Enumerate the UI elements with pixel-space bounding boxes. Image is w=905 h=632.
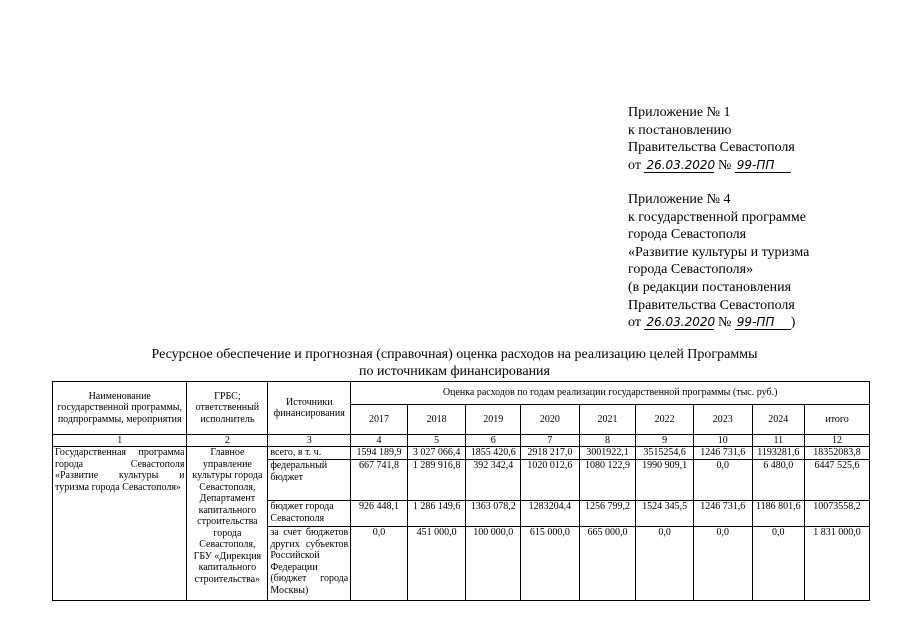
- value-cell: 100 000,0: [466, 527, 521, 601]
- value-cell: 1594 189,9: [351, 447, 408, 460]
- appendix-4-line2: к государственной программе: [628, 209, 806, 225]
- appendix-4-date-line: [628, 314, 809, 332]
- header-sources: Источники финансирования: [268, 382, 351, 435]
- value-cell: 1 831 000,0: [805, 527, 870, 601]
- column-index: 7: [521, 435, 580, 447]
- appendix-1-date-line: [628, 157, 795, 175]
- value-cell: 667 741,8: [351, 460, 408, 501]
- from-label: от: [628, 157, 641, 173]
- handwritten-number: 99-ПП: [735, 315, 791, 330]
- header-total: итого: [805, 405, 870, 435]
- value-cell: 665 000,0: [579, 527, 636, 601]
- header-year: 2024: [752, 405, 805, 435]
- value-cell: 3001922,1: [579, 447, 636, 460]
- value-cell: 0,0: [693, 527, 752, 601]
- table-row: [53, 447, 870, 460]
- value-cell: 1363 078,2: [466, 501, 521, 527]
- program-name-cell: Государственная программа города Севастополя «Развитие культуры и туризма города Севастополя»: [53, 447, 187, 601]
- appendix-4-block: [628, 191, 809, 332]
- value-cell: 1020 012,6: [521, 460, 580, 501]
- handwritten-date: 26.03.2020: [646, 315, 716, 330]
- header-year: 2018: [407, 405, 466, 435]
- value-cell: 6 480,0: [752, 460, 805, 501]
- value-cell: 1855 420,6: [466, 447, 521, 460]
- document-subtitle: по источникам финансирования: [359, 364, 550, 379]
- handwritten-number: 99-ПП: [735, 158, 791, 173]
- appendix-4-line7: Правительства Севастополя: [628, 297, 795, 313]
- column-index: 6: [466, 435, 521, 447]
- value-cell: 1990 909,1: [636, 460, 694, 501]
- value-cell: 0,0: [351, 527, 408, 601]
- source-cell: за счет бюджетов других субъектов Российской Федерации (бюджет города Москвы): [268, 527, 351, 601]
- appendix-1-title: Приложение № 1: [628, 105, 731, 120]
- header-estimate: Оценка расходов по годам реализации государственной программы (тыс. руб.): [351, 382, 870, 405]
- value-cell: 1256 799,2: [579, 501, 636, 527]
- appendix-1-line3: Правительства Севастополя: [628, 140, 795, 156]
- header-year: 2020: [521, 405, 580, 435]
- executor-cell: Главное управление культуры города Севастополя, Департамент капитального строительства города Севастополя, ГБУ «Дирекция капитального строительства»: [187, 447, 268, 601]
- header-name: Наименование государственной программы, подпрограммы, мероприятия: [53, 382, 187, 435]
- value-cell: 615 000,0: [521, 527, 580, 601]
- value-cell: 3 027 066,4: [407, 447, 466, 460]
- value-cell: 18352083,8: [805, 447, 870, 460]
- appendix-4-line6: (в редакции постановления: [628, 279, 792, 295]
- header-year: 2019: [466, 405, 521, 435]
- source-cell: федеральный бюджет: [268, 460, 351, 501]
- header-year: 2017: [351, 405, 408, 435]
- value-cell: 0,0: [636, 527, 694, 601]
- value-cell: 1283204,4: [521, 501, 580, 527]
- value-cell: 2918 217,0: [521, 447, 580, 460]
- column-index: 10: [693, 435, 752, 447]
- from-label: от: [628, 315, 641, 331]
- value-cell: 1186 801,6: [752, 501, 805, 527]
- value-cell: 451 000,0: [407, 527, 466, 601]
- value-cell: 1524 345,5: [636, 501, 694, 527]
- value-cell: 1080 122,9: [579, 460, 636, 501]
- value-cell: 392 342,4: [466, 460, 521, 501]
- column-index: 5: [407, 435, 466, 447]
- column-index: 3: [268, 435, 351, 447]
- column-index: 9: [636, 435, 694, 447]
- value-cell: 1246 731,6: [693, 501, 752, 527]
- value-cell: 1 289 916,8: [407, 460, 466, 501]
- number-sign: №: [717, 157, 732, 173]
- header-year: 2023: [693, 405, 752, 435]
- appendix-4-title: Приложение № 4: [628, 192, 731, 207]
- header-grbs: ГРБС; ответственный исполнитель: [187, 382, 268, 435]
- appendix-4-line4: «Развитие культуры и туризма: [628, 244, 810, 260]
- value-cell: 6447 525,6: [805, 460, 870, 501]
- value-cell: 0,0: [752, 527, 805, 601]
- value-cell: 10073558,2: [805, 501, 870, 527]
- header-year: 2021: [579, 405, 636, 435]
- appendix-4-line3: города Севастополя: [628, 227, 747, 243]
- source-cell: бюджет города Севастополя: [268, 501, 351, 527]
- column-index: 2: [187, 435, 268, 447]
- financing-table: [52, 381, 870, 601]
- handwritten-date: 26.03.2020: [646, 157, 716, 172]
- header-year: 2022: [636, 405, 694, 435]
- value-cell: 1193281,6: [752, 447, 805, 460]
- column-index: 12: [805, 435, 870, 447]
- column-index-row: [53, 435, 870, 447]
- value-cell: 926 448,1: [351, 501, 408, 527]
- appendix-1-block: [628, 104, 795, 174]
- appendix-1-line2: к постановлению: [628, 122, 732, 138]
- column-index: 11: [752, 435, 805, 447]
- value-cell: 0,0: [693, 460, 752, 501]
- column-index: 8: [579, 435, 636, 447]
- closing-paren: ): [790, 315, 796, 331]
- source-cell: всего, в т. ч.: [268, 447, 351, 460]
- column-index: 4: [351, 435, 408, 447]
- appendix-4-line5: города Севастополя»: [628, 262, 754, 278]
- column-index: 1: [53, 435, 187, 447]
- value-cell: 1246 731,6: [693, 447, 752, 460]
- number-sign: №: [717, 315, 732, 331]
- value-cell: 3515254,6: [636, 447, 694, 460]
- value-cell: 1 286 149,6: [407, 501, 466, 527]
- document-title: Ресурсное обеспечение и прогнозная (справочная) оценка расходов на реализацию целей Программы: [151, 347, 758, 362]
